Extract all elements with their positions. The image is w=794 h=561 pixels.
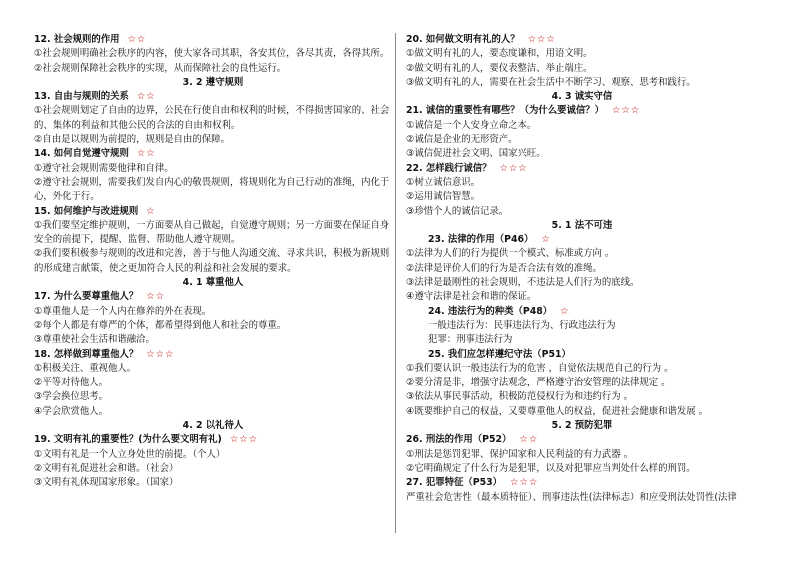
answer-line: ④学会欣赏他人。 [34, 405, 109, 417]
answer-line: ②遵守社会规则，需要我们发自内心的敬畏规则，将规则化为自己行动的准绳，内化于心，外化于行。 [34, 176, 390, 203]
answer-line: ②自由是以规则为前提的，规则是自由的保障。 [34, 134, 230, 146]
answer-line: ①积极关注、重视他人。 [34, 362, 137, 374]
answer-line: ③学会换位思考。 [34, 391, 109, 403]
answer-line: ③依法从事民事活动，积极防范侵权行为和违约行为 。 [406, 391, 634, 403]
question-15-title: 15. 如何维护与改进规则 ☆ [34, 205, 156, 217]
answer-line: ①我们要认识一般违法行为的危害 ，自觉依法规范自己的行为 。 [406, 362, 674, 374]
section-heading-4-3: 4. 3 诚实守信 [551, 91, 613, 103]
left-column [34, 33, 392, 491]
answer-line: ②它明确规定了什么行为是犯罪，以及对犯罪应当判处什么样的刑罚。 [406, 462, 696, 474]
rating-stars: ☆☆☆ [527, 34, 556, 45]
answer-line: ②文明有礼促进社会和谐。（社会） [34, 462, 179, 474]
rating-stars: ☆☆☆ [510, 477, 539, 489]
rating-stars: ☆☆ [136, 91, 156, 103]
question-27-title: 27. 犯罪特征（P53） ☆☆☆ [406, 477, 539, 489]
section-heading-4-2: 4. 2 以礼待人 [182, 420, 244, 432]
section-heading-4-1: 4. 1 尊重他人 [182, 277, 244, 289]
answer-line: 犯罪：刑事违法行为 [428, 334, 513, 346]
answer-line: ②要分清是非，增强守法观念，严格遵守治安管理的法律规定 。 [406, 377, 671, 389]
answer-line: ①文明有礼是一个人立身处世的前提。（个人） [34, 448, 226, 460]
question-25-title: 25. 我们应怎样遵纪守法（P51） [428, 348, 571, 360]
question-19-title: 19. 文明有礼的重要性？(为什么要文明有礼) ☆☆☆ [34, 434, 259, 446]
section-heading-3-2: 3. 2 遵守规则 [182, 76, 244, 88]
question-17-title: 17. 为什么要尊重他人？ ☆☆ [34, 291, 166, 303]
question-13-title: 13. 自由与规则的关系 ☆☆ [34, 91, 156, 103]
answer-line: ①社会规则明确社会秩序的内容，使大家各司其职，各安其位，各尽其责，各得其所。 [34, 48, 390, 60]
question-24-title: 24. 违法行为的种类（P48） ☆ [428, 305, 570, 317]
question-21-title: 21. 诚信的重要性有哪些？（为什么要诚信？） ☆☆☆ [406, 105, 641, 117]
answer-line: ②社会规则保障社会秩序的实现，从而保障社会的良性运行。 [34, 62, 287, 74]
answer-line: ①刑法是惩罚犯罪、保护国家和人民利益的有力武器 。 [406, 448, 634, 460]
question-14-title: 14. 如何自觉遵守规则 ☆☆ [34, 148, 156, 160]
rating-stars: ☆☆☆ [499, 162, 528, 174]
answer-line: ④既要维护自己的权益，又要尊重他人的权益，促进社会健康和谐发展 。 [406, 405, 709, 417]
question-23-title: 23. 法律的作用（P46） ☆ [428, 234, 551, 246]
answer-line: ①做文明有礼的人，要态度谦和，用语文明。 [406, 48, 593, 60]
rating-stars: ☆☆☆ [146, 348, 175, 360]
question-26-title: 26. 刑法的作用（P52） ☆☆ [406, 434, 539, 446]
answer-line: ③尊重使社会生活和谐融洽。 [34, 334, 155, 346]
answer-line: ①我们要坚定维护规则，一方面要从自己做起，自觉遵守规则；另一方面要在保证自身安全的前提下，提醒、监督、帮助他人遵守规则。 [34, 219, 390, 246]
answer-line: ②法律是评价人们的行为是否合法有效的准绳。 [406, 262, 602, 274]
rating-stars: ☆☆☆ [612, 105, 641, 117]
answer-line: ①树立诚信意识。 [406, 176, 481, 188]
answer-line: 一般违法行为：民事违法行为、行政违法行为 [428, 319, 616, 331]
rating-stars: ☆☆ [519, 434, 539, 446]
answer-line: ③法律是最刚性的社会规则，不违法是人们行为的底线。 [406, 277, 640, 289]
question-22-title: 22. 怎样践行诚信？ ☆☆☆ [406, 162, 528, 174]
answer-line: ①尊重他人是一个人内在修养的外在表现。 [34, 305, 212, 317]
answer-line: ③文明有礼体现国家形象。（国家） [34, 477, 179, 489]
answer-line: ②每个人都是有尊严的个体，都希望得到他人和社会的尊重。 [34, 319, 287, 331]
rating-stars: ☆☆ [136, 148, 156, 160]
answer-line: ②我们要积极参与规则的改进和完善，善于与他人沟通交流、寻求共识，积极为新规则的形成建言献策，使之更加符合人民的利益和社会发展的要求。 [34, 248, 390, 274]
answer-line: ②做文明有礼的人，要仪表整洁、举止端庄。 [406, 62, 593, 74]
answer-line: ①诚信是一个人安身立命之本。 [406, 119, 537, 131]
section-heading-5-2: 5. 2 预防犯罪 [551, 420, 613, 432]
section-heading-5-1: 5. 1 法不可违 [551, 219, 613, 231]
answer-line: ③珍惜个人的诚信记录。 [406, 205, 509, 217]
answer-line: 严重社会危害性（最本质特征）、刑事违法性(法律标志）和应受刑法处罚性(法律 [406, 491, 737, 503]
rating-stars: ☆☆ [127, 34, 147, 45]
answer-line: ③诚信促进社会文明、国家兴旺。 [406, 148, 546, 160]
answer-line: ②诚信是企业的无形资产。 [406, 134, 518, 146]
answer-line: ②平等对待他人。 [34, 377, 109, 389]
question-12-title: 12. 社会规则的作用 ☆☆ [34, 34, 147, 45]
rating-stars: ☆☆ [146, 291, 166, 303]
rating-stars: ☆☆☆ [229, 434, 259, 446]
rating-stars: ☆ [560, 305, 570, 317]
answer-line: ④遵守法律是社会和谐的保证。 [406, 291, 537, 303]
answer-line: ②运用诚信智慧。 [406, 191, 481, 203]
question-20-title: 20. 如何做文明有礼的人？ ☆☆☆ [406, 34, 556, 45]
answer-line: ①法律为人们的行为提供一个模式、标准或方向 。 [406, 248, 615, 260]
right-column [406, 33, 758, 505]
answer-line: ①社会规则划定了自由的边界，公民在行使自由和权利的时候，不得损害国家的、社会的、集体的利益和其他公民的合法的自由和权利。 [34, 105, 390, 131]
question-18-title: 18. 怎样做到尊重他人？ ☆☆☆ [34, 348, 175, 360]
column-divider [395, 33, 396, 533]
answer-line: ①遵守社会规则需要他律和自律。 [34, 162, 174, 174]
rating-stars: ☆ [146, 205, 156, 217]
rating-stars: ☆ [541, 234, 551, 246]
answer-line: ③做文明有礼的人，需要在社会生活中不断学习、观察、思考和践行。 [406, 76, 696, 88]
